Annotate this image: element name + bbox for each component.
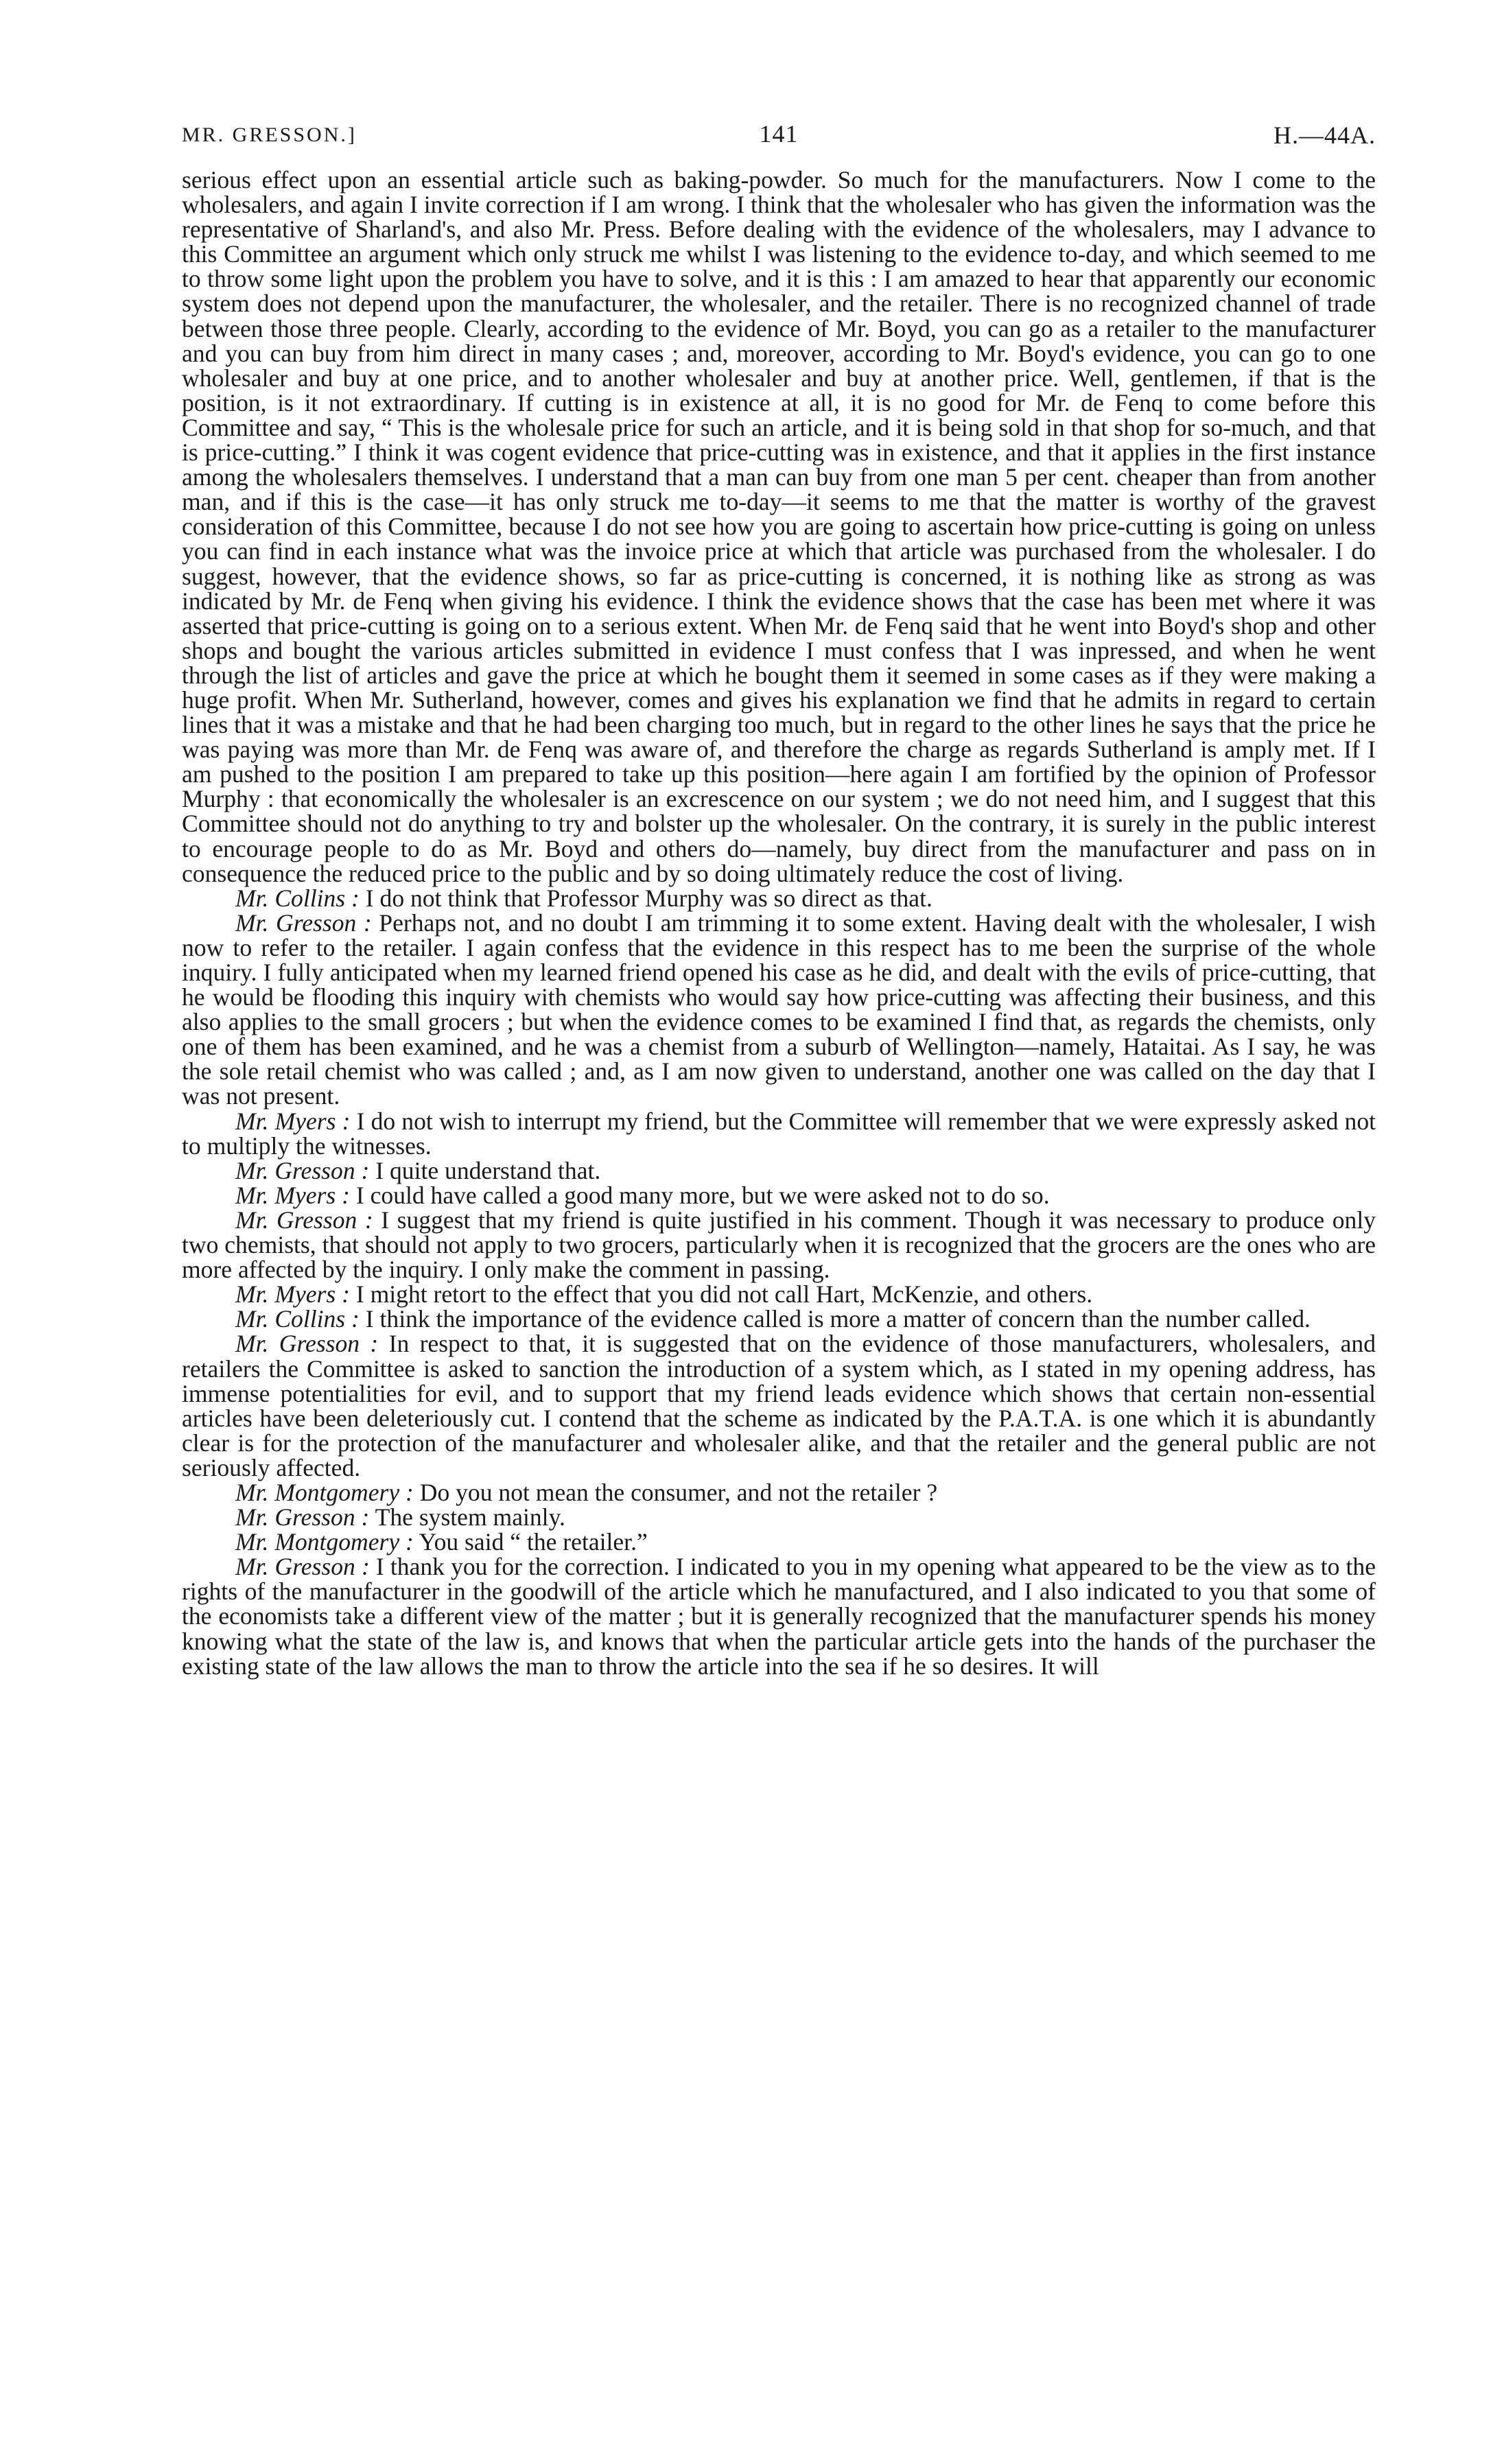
paragraph-text: I could have called a good many more, but we were asked not to do so. bbox=[349, 1181, 1050, 1209]
paragraph bbox=[182, 908, 1376, 1110]
paragraph-text: I think the importance of the evidence called is more a matter of concern than the number called. bbox=[359, 1305, 1311, 1333]
page-number: 141 bbox=[759, 120, 799, 148]
speaker-name: Mr. Myers : bbox=[235, 1107, 351, 1135]
speaker-name: Mr. Collins : bbox=[235, 1305, 360, 1333]
paragraph-text: I quite understand that. bbox=[369, 1156, 601, 1184]
paragraph bbox=[182, 1208, 1376, 1282]
speaker-name: Mr. Montgomery : bbox=[235, 1528, 414, 1556]
paragraph bbox=[182, 1280, 1376, 1309]
paragraph bbox=[182, 167, 1376, 886]
speaker-name: Mr. Montgomery : bbox=[235, 1478, 414, 1506]
speaker-name: Mr. Gresson : bbox=[235, 1503, 370, 1532]
speaker-name: Mr. Gresson : bbox=[235, 1206, 373, 1234]
paragraph-text: You said “ the retailer.” bbox=[413, 1528, 648, 1556]
body-text bbox=[182, 167, 1376, 1678]
speaker-name: Mr. Myers : bbox=[235, 1181, 350, 1209]
paragraph bbox=[182, 1306, 1376, 1331]
document-page bbox=[182, 117, 1376, 1678]
paragraph-text: Perhaps not, and no doubt I am trimming it to some extent. Having dealt with the wholesaler, I wish now to refer to the retailer. I again confess that the evidence in this respect has to me been the surprise of the whole inquiry. I fully anticipated when my learned friend opened his case as he did, and dealt with the evils of price-cutting, that he would be flooding this inquiry with chemists who would say how price-cutting was affecting their business, and this also applies to the small grocers ; but when the evidence comes to be examined I find that, as regards the chemists, only one of them has been examined, and he was a chemist from a suburb of Wellington—namely, Hataitai. As I say, he was the sole retail chemist who was called ; and, as I am now given to understand, another one was called on the day that I was not present. bbox=[182, 908, 1376, 1110]
header-speaker-label: MR. GRESSON.] bbox=[182, 124, 357, 146]
paragraph-text: I might retort to the effect that you did not call Hart, McKenzie, and others. bbox=[349, 1280, 1093, 1309]
paragraph bbox=[182, 1331, 1376, 1480]
paragraph-text: Do you not mean the consumer, and not the retailer ? bbox=[413, 1478, 938, 1506]
speaker-name: Mr. Collins : bbox=[235, 884, 360, 912]
paragraph-text: In respect to that, it is suggested that on the evidence of those manufacturers, wholesalers, and retailers the Committee is asked to sanction the introduction of a system which, as I stated in my opening address, has immense potentialities for evil, and to support that my friend leads evidence which shows that certain non-essential articles have been deleteriously cut. I contend that the scheme as indicated by the P.A.T.A. is one which it is abundantly clear is for the protection of the manufacturer and wholesaler alike, and that the retailer and the general public are not seriously affected. bbox=[182, 1330, 1376, 1481]
paragraph bbox=[182, 1554, 1376, 1678]
paragraph bbox=[182, 1183, 1376, 1208]
paragraph-text: I do not wish to interrupt my friend, but the Committee will remember that we were expressly asked not to multiply the witnesses. bbox=[182, 1107, 1376, 1160]
speaker-name: Mr. Gresson : bbox=[235, 1553, 370, 1581]
speaker-name: Mr. Gresson : bbox=[235, 1156, 370, 1184]
paragraph-text: serious effect upon an essential article such as baking-powder. So much for the manufacturers. Now I come to the wholesalers, and again I invite correction if I am wrong. I think that the wholesaler who has given the information was the representative of Sharland's, and also Mr. Press. Before dealing with the evidence of the wholesalers, may I advance to this Committee an argument which only struck me whilst I was listening to the evidence to-day, and which seemed to me to throw some light upon the problem you have to solve, and it is this : I am amazed to hear that apparently our economic system does not depend upon the manufacturer, the wholesaler, and the retailer. There is no recognized channel of trade between those three people. Clearly, according to the evidence of Mr. Boyd, you can go as a retailer to the manufacturer and you can buy from him direct in many cases ; and, moreover, according to Mr. Boyd's evidence, you can go to one wholesaler and buy at one price, and to another wholesaler and buy at another price. Well, gentlemen, if that is the position, is it not extraordinary. If cutting is in existence at all, it is no good for Mr. de Fenq to come before this Committee and say, “ This is the wholesale price for such an article, and it is being sold in that shop for so-much, and that is price-cutting.” I think it was cogent evidence that price-cutting was in existence, and that it applies in the first instance among the wholesalers themselves. I understand that a man can buy from one man 5 per cent. cheaper than from another man, and if this is the case—it has only struck me to-day—it seems to me that the matter is worthy of the gravest consideration of this Committee, because I do not see how you are going to ascertain how price-cutting is going on unless you can find in each instance what was the invoice price at which that article was purchased from the wholesaler. I do suggest, however, that the evidence shows, so far as price-cutting is concerned, it is nothing like as strong as was indicated by Mr. de Fenq when giving his evidence. I think the evidence shows that the case has been met where it was asserted that price-cutting is going on to a serious extent. When Mr. de Fenq said that he went into Boyd's shop and other shops and bought the various articles submitted in evidence I must confess that I was inpressed, and when he went through the list of articles and gave the price at which he bought them it seemed in some cases as if they were making a huge profit. When Mr. Sutherland, however, comes and gives his explanation we find that he admits in regard to certain lines that it was a mistake and that he had been charging too much, but in regard to the other lines he says that the price he was paying was more than Mr. de Fenq was aware of, and therefore the charge as regards Sutherland is amply met. If I am pushed to the position I am prepared to take up this position—here again I am fortified by the opinion of Professor Murphy : that economically the wholesaler is an excrescence on our system ; we do not need him, and I suggest that this Committee should not do anything to try and bolster up the wholesaler. On the contrary, it is surely in the public interest to encourage people to do as Mr. Boyd and others do—namely, buy direct from the manufacturer and pass on in consequence the reduced price to the public and by so doing ultimately reduce the cost of living. bbox=[182, 166, 1376, 887]
paragraph-text: I thank you for the correction. I indicated to you in my opening what appeared to be the view as to the rights of the manufacturer in the goodwill of the article which he manufactured, and I also indicated to you that some of the economists take a different view of the matter ; but it is generally recognized that the manufacturer spends his money knowing what the state of the law is, and knows that when the particular article gets into the hands of the purchaser the existing state of the law allows the man to throw the article into the sea if he so desires. It will bbox=[182, 1553, 1376, 1680]
speaker-name: Mr. Myers : bbox=[235, 1280, 350, 1309]
paragraph-text: I do not think that Professor Murphy was so direct as that. bbox=[359, 884, 932, 912]
paragraph bbox=[182, 1503, 1376, 1532]
paragraph bbox=[182, 1109, 1376, 1158]
running-head bbox=[182, 117, 1376, 158]
paragraph bbox=[182, 1480, 1376, 1505]
document-reference: H.—44A. bbox=[1273, 121, 1376, 149]
paragraph-text: I suggest that my friend is quite justified in his comment. Though it was necessary to produce only two chemists, that should not apply to two grocers, particularly when it is recognized that the grocers are the ones who are more affected by the inquiry. I only make the comment in passing. bbox=[182, 1206, 1376, 1284]
paragraph-text: The system mainly. bbox=[369, 1503, 565, 1532]
paragraph bbox=[182, 1529, 1376, 1554]
paragraph bbox=[182, 1158, 1376, 1183]
speaker-name: Mr. Gresson : bbox=[235, 1330, 379, 1358]
paragraph bbox=[182, 886, 1376, 911]
speaker-name: Mr. Gresson : bbox=[235, 908, 372, 937]
